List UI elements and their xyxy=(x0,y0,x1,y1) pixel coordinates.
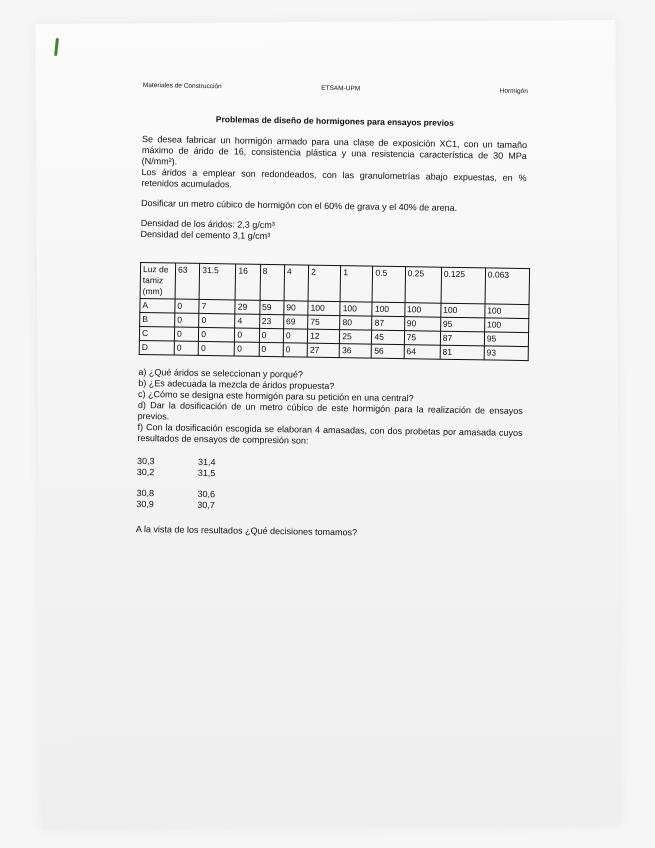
sieve-size-cell: 31.5 xyxy=(199,263,236,300)
aggregate-label-cell: D xyxy=(139,340,174,355)
retained-cell: 100 xyxy=(372,302,404,317)
sieve-size-cell: 0.125 xyxy=(441,267,486,304)
aggregate-label-cell: C xyxy=(139,326,174,341)
sieve-size-header: Luz de tamiz (mm) xyxy=(140,262,176,299)
retained-cell: 25 xyxy=(340,330,372,345)
grading-table xyxy=(139,262,530,361)
retained-cell: 0 xyxy=(199,313,235,328)
retained-cell: 69 xyxy=(283,315,307,329)
intro-paragraph-1: Se desea fabricar un hormigón armado para una clase de exposición XC1, con un tamaño máximo de árido de 16, consistencia plástica y una resistencia característica de 30 MPa (N/mm²). xyxy=(141,133,528,167)
sieve-size-cell: 0.5 xyxy=(373,266,406,303)
retained-cell: 64 xyxy=(404,345,440,360)
question-a: a) ¿Qué áridos se seleccionan y porqué? xyxy=(138,366,304,380)
retained-cell: 45 xyxy=(372,330,404,345)
intro-paragraph-3: Dosificar un metro cúbico de hormigón con el 60% de grava y el 40% de arena. xyxy=(140,197,458,213)
document-content xyxy=(136,80,528,550)
retained-cell: 100 xyxy=(308,301,340,316)
retained-cell: 29 xyxy=(235,300,259,314)
question-f: f) Con la dosificación escogida se elaboran 4 amasadas, con dos probetas por amasada cuyos resultados de ensayos de compresión son: xyxy=(137,421,523,446)
retained-cell: 87 xyxy=(440,331,484,346)
question-d: d) Dar la dosificación de un metro cúbico de este hormigón para la realización de ensayos previos. xyxy=(137,399,523,422)
retained-cell: 100 xyxy=(404,303,440,318)
retained-cell: 36 xyxy=(339,344,371,359)
question-c: c) ¿Cómo se designa este hormigón para su petición en una central? xyxy=(137,388,414,404)
compression-results xyxy=(136,456,522,516)
retained-cell: 0 xyxy=(175,299,199,313)
document-title: Problemas de diseño de hormigones para ensayos previos xyxy=(215,114,454,128)
aggregate-label-cell: B xyxy=(140,312,175,327)
questions-list xyxy=(137,367,523,450)
retained-cell: 95 xyxy=(440,317,484,332)
retained-cell: 90 xyxy=(404,317,440,332)
result-value: 30,6 xyxy=(197,488,216,500)
retained-cell: 23 xyxy=(259,314,283,328)
result-value: 30,9 xyxy=(136,498,154,510)
intro-paragraph-2: Los áridos a emplear son redondeados, con las granulometrías abajo expuestas, en % retenidos acumulados. xyxy=(141,166,527,190)
result-value: 30,3 xyxy=(136,455,155,467)
retained-cell: 93 xyxy=(484,346,528,361)
result-value: 30,8 xyxy=(136,487,155,499)
result-value: 30,7 xyxy=(197,499,215,511)
sieve-size-cell: 8 xyxy=(260,264,285,300)
sieve-size-cell: 1 xyxy=(340,266,373,303)
header-course: Materiales de Construcción xyxy=(142,81,222,91)
retained-cell: 0 xyxy=(175,313,199,327)
result-value: 31,4 xyxy=(197,456,216,468)
retained-cell: 100 xyxy=(485,304,529,319)
retained-cell: 100 xyxy=(484,318,528,333)
retained-cell: 0 xyxy=(283,329,307,343)
result-value: 30,2 xyxy=(136,466,155,478)
sieve-size-cell: 4 xyxy=(284,265,309,301)
retained-cell: 100 xyxy=(340,302,372,317)
retained-cell: 0 xyxy=(259,342,283,356)
question-b: b) ¿Es adecuada la mezcla de áridos propuesta? xyxy=(138,377,335,392)
retained-cell: 0 xyxy=(174,341,198,355)
retained-cell: 0 xyxy=(174,327,198,341)
retained-cell: 87 xyxy=(372,316,404,331)
header-school: ETSAM-UPM xyxy=(321,84,361,93)
sieve-size-cell: 0.25 xyxy=(405,267,442,304)
sieve-size-cell: 0.063 xyxy=(485,268,530,305)
sieve-size-cell: 63 xyxy=(175,263,200,299)
retained-cell: 0 xyxy=(283,343,307,357)
retained-cell: 100 xyxy=(441,303,485,318)
sieve-size-cell: 16 xyxy=(235,264,260,300)
retained-cell: 59 xyxy=(259,300,283,314)
retained-cell: 0 xyxy=(259,328,283,342)
retained-cell: 90 xyxy=(284,301,308,315)
retained-cell: 75 xyxy=(404,331,440,346)
retained-cell: 56 xyxy=(372,344,404,359)
retained-cell: 12 xyxy=(308,329,340,344)
header-topic: Hormigón xyxy=(499,87,528,96)
retained-cell: 75 xyxy=(308,315,340,330)
table-header-row xyxy=(140,262,530,304)
retained-cell: 80 xyxy=(340,316,372,331)
retained-cell: 4 xyxy=(235,314,259,328)
cement-density: Densidad del cemento 3,1 g/cm³ xyxy=(140,228,271,242)
retained-cell: 0 xyxy=(198,341,234,356)
retained-cell: 95 xyxy=(484,332,528,347)
result-value: 31,5 xyxy=(197,467,216,479)
retained-cell: 0 xyxy=(235,342,259,356)
retained-cell: 7 xyxy=(199,299,235,314)
retained-cell: 0 xyxy=(235,328,259,342)
closing-question: A la vista de los resultados ¿Qué decisiones tomamos? xyxy=(135,523,358,538)
sieve-size-cell: 2 xyxy=(308,265,341,302)
retained-cell: 27 xyxy=(307,343,339,358)
aggregate-label-cell: A xyxy=(140,298,175,313)
aggregate-density: Densidad de los áridos: 2,3 g/cm³ xyxy=(140,217,275,231)
retained-cell: 0 xyxy=(199,327,235,342)
retained-cell: 81 xyxy=(440,345,484,360)
